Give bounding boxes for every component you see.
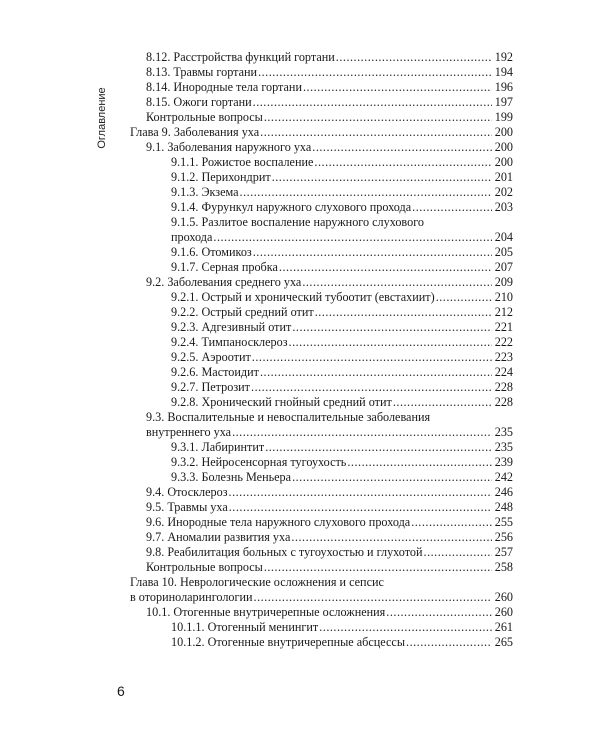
- toc-page-number: 212: [494, 305, 513, 319]
- dot-leader: [406, 635, 492, 650]
- toc-entry[interactable]: [0, 275, 600, 290]
- toc-row: [0, 155, 600, 170]
- dot-leader: [319, 620, 492, 635]
- toc-entry[interactable]: [0, 200, 600, 215]
- toc-entry-title: 9.1.3. Экзема: [171, 185, 239, 199]
- toc-page-number: 224: [494, 365, 513, 379]
- dot-leader: [264, 560, 492, 575]
- toc-entry[interactable]: [0, 500, 600, 515]
- toc-entry[interactable]: [0, 605, 600, 620]
- toc-entry-title: Глава 10. Неврологические осложнения и сепсис: [130, 575, 384, 589]
- toc-row: [0, 485, 600, 500]
- toc-entry-title: 10.1. Отогенные внутричерепные осложнения: [146, 605, 386, 619]
- dot-leader: [229, 500, 492, 515]
- toc-page-number: 228: [494, 380, 513, 394]
- toc-row: [0, 185, 600, 200]
- toc-page-number: 200: [494, 155, 513, 169]
- dot-leader: [315, 305, 492, 320]
- toc-entry-title: 10.1.1. Отогенный менингит: [171, 620, 319, 634]
- toc-page-number: 258: [494, 560, 513, 574]
- toc-page-number: 199: [494, 110, 513, 124]
- toc-entry-title: в оториноларингологии: [130, 590, 253, 604]
- toc-entry[interactable]: [0, 155, 600, 170]
- toc-entry-title: 8.13. Травмы гортани: [146, 65, 258, 79]
- toc-entry[interactable]: [0, 260, 600, 275]
- toc-entry-title: 9.2.8. Хронический гнойный средний отит: [171, 395, 392, 409]
- toc-entry[interactable]: [0, 80, 600, 95]
- toc-entry-title: 9.1.7. Серная пробка: [171, 260, 278, 274]
- dot-leader: [347, 455, 492, 470]
- toc-entry[interactable]: [0, 635, 600, 650]
- running-header-vertical: Оглавление: [96, 87, 108, 149]
- toc-page-number: 235: [494, 440, 513, 454]
- toc-entry[interactable]: [0, 470, 600, 485]
- dot-leader: [411, 515, 492, 530]
- toc-page-number: 257: [494, 545, 513, 559]
- toc-row: [0, 635, 600, 650]
- dot-leader: [412, 200, 492, 215]
- toc-entry[interactable]: [0, 95, 600, 110]
- dot-leader: [393, 395, 492, 410]
- dot-leader: [279, 260, 492, 275]
- dot-leader: [232, 425, 492, 440]
- toc-row: [0, 560, 600, 575]
- toc-entry[interactable]: [0, 530, 600, 545]
- toc-entry-title: 9.1.1. Рожистое воспаление: [171, 155, 314, 169]
- toc-entry-title: 8.15. Ожоги гортани: [146, 95, 252, 109]
- toc-row: [0, 140, 600, 155]
- toc-entry-title: 9.1.2. Перихондрит: [171, 170, 271, 184]
- toc-page-number: 207: [494, 260, 513, 274]
- toc-page-number: 203: [494, 200, 513, 214]
- table-of-contents: [0, 50, 600, 650]
- toc-entry-title: 9.4. Отосклероз: [146, 485, 228, 499]
- toc-page-number: 202: [494, 185, 513, 199]
- toc-row: [0, 470, 600, 485]
- toc-page-number: 192: [494, 50, 513, 64]
- toc-row: [0, 395, 600, 410]
- toc-page-number: 210: [494, 290, 513, 304]
- toc-row: [0, 80, 600, 95]
- toc-row: [0, 290, 600, 305]
- toc-row: [0, 590, 600, 605]
- dot-leader: [314, 155, 492, 170]
- toc-row: [0, 170, 600, 185]
- toc-page-number: 265: [494, 635, 513, 649]
- toc-entry-title: Глава 9. Заболевания уха: [130, 125, 260, 139]
- toc-row: [0, 380, 600, 395]
- toc-row: [0, 110, 600, 125]
- toc-entry-title: 9.3. Воспалительные и невоспалительные заболевания: [146, 410, 431, 424]
- toc-entry[interactable]: [0, 515, 600, 530]
- toc-row: [0, 530, 600, 545]
- toc-page-number: 221: [494, 320, 513, 334]
- toc-row: [0, 200, 600, 215]
- dot-leader: [264, 110, 492, 125]
- toc-entry-title: 9.5. Травмы уха: [146, 500, 228, 514]
- toc-entry-title: 9.1.5. Разлитое воспаление наружного слухового: [171, 215, 424, 229]
- toc-entry[interactable]: [0, 110, 600, 125]
- dot-leader: [272, 170, 492, 185]
- toc-page-number: 222: [494, 335, 513, 349]
- toc-row: [0, 545, 600, 560]
- dot-leader: [291, 530, 492, 545]
- toc-entry-title: 9.1.6. Отомикоз: [171, 245, 252, 259]
- dot-leader: [292, 320, 492, 335]
- dot-leader: [240, 185, 492, 200]
- toc-row: [0, 350, 600, 365]
- toc-entry[interactable]: [0, 410, 600, 425]
- toc-row: [0, 260, 600, 275]
- toc-entry[interactable]: [0, 245, 600, 260]
- toc-entry-title: 8.14. Инородные тела гортани: [146, 80, 302, 94]
- dot-leader: [424, 545, 492, 560]
- toc-page-number: 204: [494, 230, 513, 244]
- toc-entry-title: 9.1. Заболевания наружного уха: [146, 140, 312, 154]
- toc-page-number: 197: [494, 95, 513, 109]
- toc-entry[interactable]: [0, 545, 600, 560]
- toc-entry-title: 9.1.4. Фурункул наружного слухового прохода: [171, 200, 412, 214]
- toc-entry-title: 9.2. Заболевания среднего уха: [146, 275, 302, 289]
- toc-page-number: 194: [494, 65, 513, 79]
- toc-row: [0, 245, 600, 260]
- toc-entry-title: 10.1.2. Отогенные внутричерепные абсцессы: [171, 635, 406, 649]
- toc-entry[interactable]: [0, 485, 600, 500]
- toc-row: [0, 365, 600, 380]
- toc-page-number: 260: [494, 605, 513, 619]
- dot-leader: [336, 50, 492, 65]
- toc-entry[interactable]: [0, 440, 600, 455]
- toc-page-number: 248: [494, 500, 513, 514]
- toc-entry-title: прохода: [171, 230, 213, 244]
- dot-leader: [260, 365, 492, 380]
- toc-entry[interactable]: [0, 185, 600, 200]
- toc-page-number: 205: [494, 245, 513, 259]
- toc-entry[interactable]: [0, 365, 600, 380]
- toc-entry-title: 9.3.3. Болезнь Меньера: [171, 470, 292, 484]
- toc-entry[interactable]: [0, 560, 600, 575]
- toc-row: [0, 215, 600, 230]
- dot-leader: [303, 80, 492, 95]
- toc-page-number: 256: [494, 530, 513, 544]
- toc-entry[interactable]: [0, 65, 600, 80]
- toc-row: [0, 275, 600, 290]
- toc-entry[interactable]: [0, 290, 600, 305]
- toc-page-number: 260: [494, 590, 513, 604]
- dot-leader: [436, 290, 492, 305]
- toc-row: [0, 605, 600, 620]
- toc-row: [0, 95, 600, 110]
- toc-page-number: 200: [494, 140, 513, 154]
- toc-page-number: 209: [494, 275, 513, 289]
- dot-leader: [265, 440, 492, 455]
- toc-page-number: 228: [494, 395, 513, 409]
- toc-entry[interactable]: [0, 140, 600, 155]
- dot-leader: [253, 245, 492, 260]
- toc-entry[interactable]: [0, 335, 600, 350]
- dot-leader: [302, 275, 492, 290]
- dot-leader: [254, 590, 492, 605]
- toc-entry-title: 9.6. Инородные тела наружного слухового прохода: [146, 515, 411, 529]
- toc-row: [0, 440, 600, 455]
- toc-page-number: 201: [494, 170, 513, 184]
- toc-entry-title: Контрольные вопросы: [146, 560, 263, 574]
- toc-entry[interactable]: [0, 455, 600, 470]
- dot-leader: [289, 335, 492, 350]
- dot-leader: [386, 605, 492, 620]
- toc-entry-title: 9.2.4. Тимпаносклероз: [171, 335, 288, 349]
- toc-entry-title: 9.2.3. Адгезивный отит: [171, 320, 292, 334]
- toc-entry-title: 9.2.5. Аэроотит: [171, 350, 251, 364]
- toc-page-number: 242: [494, 470, 513, 484]
- toc-entry-title: 9.2.7. Петрозит: [171, 380, 251, 394]
- toc-entry-title: Контрольные вопросы: [146, 110, 263, 124]
- toc-row: [0, 575, 600, 590]
- toc-entry-title: 9.2.6. Мастоидит: [171, 365, 259, 379]
- toc-row: [0, 410, 600, 425]
- toc-row: [0, 320, 600, 335]
- toc-row: [0, 230, 600, 245]
- toc-entry[interactable]: [0, 305, 600, 320]
- toc-entry[interactable]: [0, 395, 600, 410]
- toc-row: [0, 425, 600, 440]
- dot-leader: [258, 65, 492, 80]
- toc-page-number: 223: [494, 350, 513, 364]
- toc-entry[interactable]: [0, 50, 600, 65]
- toc-entry[interactable]: [0, 380, 600, 395]
- toc-page-number: 239: [494, 455, 513, 469]
- toc-page-number: 235: [494, 425, 513, 439]
- toc-row: [0, 500, 600, 515]
- toc-page-number: 200: [494, 125, 513, 139]
- toc-row: [0, 515, 600, 530]
- toc-row: [0, 455, 600, 470]
- dot-leader: [251, 380, 492, 395]
- toc-entry-title: 9.3.1. Лабиринтит: [171, 440, 265, 454]
- dot-leader: [229, 485, 492, 500]
- toc-entry[interactable]: [0, 425, 600, 440]
- toc-entry-title: 9.2.1. Острый и хронический тубоотит (евстахиит): [171, 290, 435, 304]
- toc-entry-title: внутреннего уха: [146, 425, 232, 439]
- toc-entry[interactable]: [0, 590, 600, 605]
- toc-row: [0, 335, 600, 350]
- toc-entry[interactable]: [0, 320, 600, 335]
- toc-entry[interactable]: [0, 620, 600, 635]
- toc-entry-title: 9.3.2. Нейросенсорная тугоухость: [171, 455, 347, 469]
- toc-entry[interactable]: [0, 125, 600, 140]
- dot-leader: [260, 125, 492, 140]
- toc-entry-title: 9.7. Аномалии развития уха: [146, 530, 291, 544]
- dot-leader: [252, 350, 492, 365]
- toc-entry-title: 9.8. Реабилитация больных с тугоухостью и глухотой: [146, 545, 423, 559]
- dot-leader: [292, 470, 492, 485]
- toc-row: [0, 125, 600, 140]
- toc-page-number: 196: [494, 80, 513, 94]
- toc-entry-title: 8.12. Расстройства функций гортани: [146, 50, 335, 64]
- page-number: 6: [117, 683, 125, 699]
- toc-row: [0, 50, 600, 65]
- dot-leader: [253, 95, 492, 110]
- toc-page-number: 246: [494, 485, 513, 499]
- toc-row: [0, 305, 600, 320]
- dot-leader: [312, 140, 492, 155]
- toc-entry-title: 9.2.2. Острый средний отит: [171, 305, 314, 319]
- toc-entry[interactable]: [0, 575, 600, 590]
- toc-entry[interactable]: [0, 350, 600, 365]
- toc-row: [0, 620, 600, 635]
- toc-entry[interactable]: [0, 230, 600, 245]
- toc-entry[interactable]: [0, 215, 600, 230]
- toc-entry[interactable]: [0, 170, 600, 185]
- toc-page-number: 261: [494, 620, 513, 634]
- toc-row: [0, 65, 600, 80]
- toc-page-number: 255: [494, 515, 513, 529]
- dot-leader: [213, 230, 492, 245]
